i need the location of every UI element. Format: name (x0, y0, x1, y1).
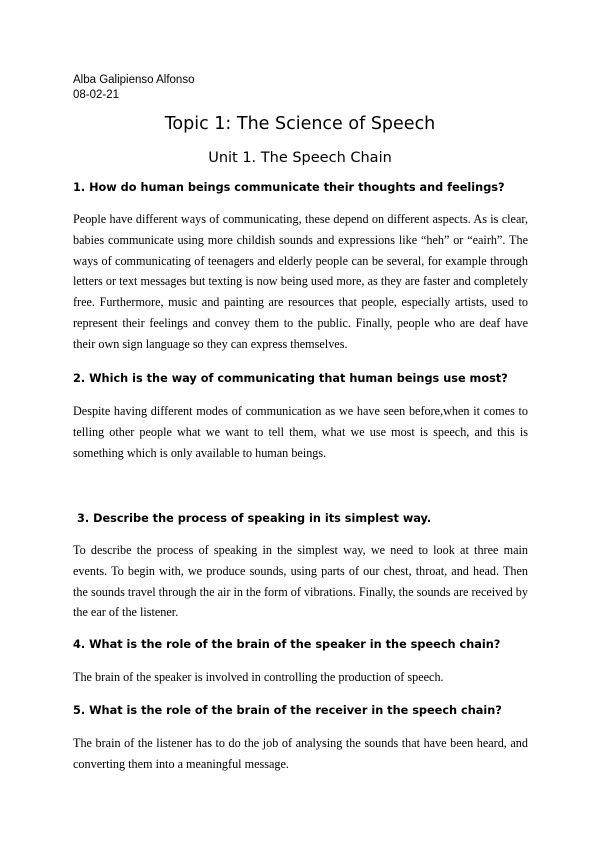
document-date: 08-02-21 (73, 89, 120, 101)
answer-1: People have different ways of communicating, these depend on different aspects. As is clear, babies communicate using more childish sounds and expressions like “heh” or “eairh”. The ways of communicating of teenagers and elderly people can be several, for example through letters or text messages but texting is now being used more, as they are faster and completely free. Furthermore, music and painting are resources that people, especially artists, used to represent their feelings and convey them to the public. Finally, people who are deaf have their own sign language so they can express themselves. (73, 212, 528, 351)
author-name: Alba Galipienso Alfonso (73, 74, 195, 86)
question-1: 1. How do human beings communicate their thoughts and feelings? (73, 181, 505, 194)
answer-3: To describe the process of speaking in the simplest way, we need to look at three main events. To begin with, we produce sounds, using parts of our chest, throat, and head. Then the sounds travel through the air in the form of vibrations. Finally, the sounds are received by the ear of the listener. (73, 543, 528, 620)
question-3: 3. Describe the process of speaking in its simplest way. (77, 512, 432, 525)
unit-subtitle: Unit 1. The Speech Chain (208, 150, 392, 166)
answer-5: The brain of the listener has to do the job of analysing the sounds that have been heard, and converting them into a meaningful message. (73, 736, 528, 771)
answer-4: The brain of the speaker is involved in controlling the production of speech. (73, 670, 444, 684)
question-4: 4. What is the role of the brain of the speaker in the speech chain? (73, 638, 501, 651)
page-title: Topic 1: The Science of Speech (164, 114, 436, 134)
question-5: 5. What is the role of the brain of the receiver in the speech chain? (73, 704, 502, 717)
question-2: 2. Which is the way of communicating that human beings use most? (73, 372, 508, 385)
answer-2: Despite having different modes of communication as we have seen before,when it comes to telling other people what we want to tell them, what we use most is speech, and this is something which is only available to human beings. (73, 404, 528, 460)
